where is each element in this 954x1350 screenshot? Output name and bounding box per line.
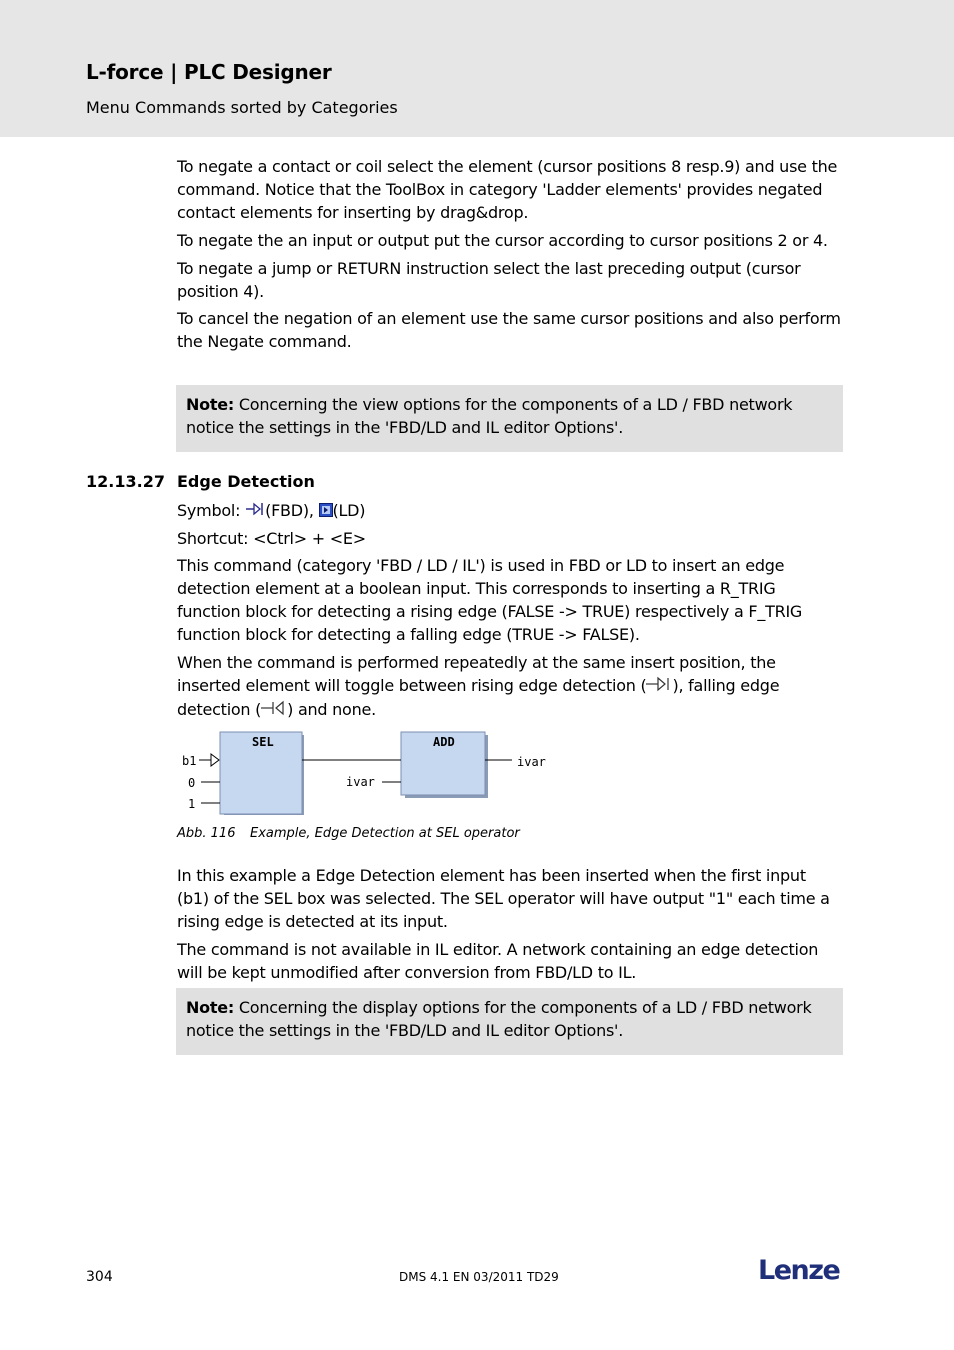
caption-label: Abb. 116 — [177, 826, 236, 841]
link-label-ivar: ivar — [346, 775, 375, 789]
paragraph-toggle — [177, 651, 842, 722]
caption-text: Example, Edge Detection at SEL operator — [250, 826, 520, 841]
add-box-label: ADD — [433, 735, 455, 749]
footer-document-id: DMS 4.1 EN 03/2011 TD29 — [399, 1270, 559, 1284]
paragraph-command-description: This command (category 'FBD / LD / IL') is used in FBD or LD to insert an edge detection element at a boolean input. This corresponds to inserting a R_TRIG function block for detecting a rising edge (FALSE -> TRUE) respectively a F_TRIG function block for detecting a falling edge (TRUE -> FALSE). — [177, 556, 803, 644]
footer-page-number: 304 — [86, 1269, 113, 1285]
input-label-b1: b1 — [182, 754, 197, 768]
section-title: Edge Detection — [177, 472, 315, 491]
note-text: Concerning the display options for the components of a LD / FBD network notice the settings in the 'FBD/LD and IL editor Options'. — [186, 998, 812, 1040]
paragraph-cancel-negation: To cancel the negation of an element use the same cursor positions and also perform the Negate command. — [177, 309, 841, 351]
sel-box-label: SEL — [252, 735, 274, 749]
figure-caption — [177, 826, 520, 841]
toggle-text-1: When the command is performed repeatedly at the same insert position, the inserted element will toggle between rising edge detection ( — [177, 653, 776, 695]
paragraph-negate-contact: To negate a contact or coil select the element (cursor positions 8 resp.9) and use the command. Notice that the ToolBox in category 'Ladder elements' provides negated contact elements for inserting by drag&drop. — [177, 157, 838, 222]
figure-edge-detection-diagram — [177, 728, 557, 820]
note-box-view-options — [176, 385, 843, 452]
lenze-logo: Lenze — [758, 1255, 840, 1286]
paragraph-il-editor: The command is not available in IL editor. A network containing an edge detection will be kept unmodified after conversion from FBD/LD to IL. — [177, 940, 819, 982]
input-label-0: 0 — [188, 776, 196, 790]
note-label: Note: — [186, 395, 235, 414]
shortcut-line: Shortcut: <Ctrl> + <E> — [177, 529, 366, 548]
note-label: Note: — [186, 998, 235, 1017]
paragraph-negate-jump: To negate a jump or RETURN instruction select the last preceding output (cursor position 4). — [177, 259, 801, 301]
input-label-1: 1 — [188, 797, 196, 811]
header-title: L-force | PLC Designer — [86, 60, 332, 84]
falling-edge-icon — [261, 699, 287, 722]
paragraph-negate-input: To negate the an input or output put the cursor according to cursor positions 2 or 4. — [177, 231, 828, 250]
note-box-display-options — [176, 988, 843, 1055]
output-label-ivar: ivar — [517, 755, 546, 769]
toggle-text-3: ) and none. — [287, 700, 376, 719]
toggle-text-2: ), falling edge detection ( — [177, 676, 780, 719]
fbd-diagram — [177, 728, 557, 820]
page-header — [0, 0, 954, 137]
rising-edge-icon — [646, 675, 672, 698]
symbol-ld-text: (LD) — [332, 501, 366, 520]
edge-detection-marker-icon — [211, 754, 219, 766]
note-text: Concerning the view options for the components of a LD / FBD network notice the settings in the 'FBD/LD and IL editor Options'. — [186, 395, 793, 437]
header-subtitle: Menu Commands sorted by Categories — [86, 98, 398, 117]
edge-detect-ld-icon — [319, 500, 333, 523]
symbol-line — [177, 499, 842, 523]
edge-detect-fbd-icon — [245, 500, 265, 523]
symbol-fbd-text: (FBD), — [265, 501, 314, 520]
symbol-label: Symbol: — [177, 501, 241, 520]
section-number: 12.13.27 — [86, 472, 165, 491]
paragraph-example: In this example a Edge Detection element has been inserted when the first input (b1) of the SEL box was selected. The SEL operator will have output "1" each time a rising edge is detected at its input. — [177, 866, 830, 931]
